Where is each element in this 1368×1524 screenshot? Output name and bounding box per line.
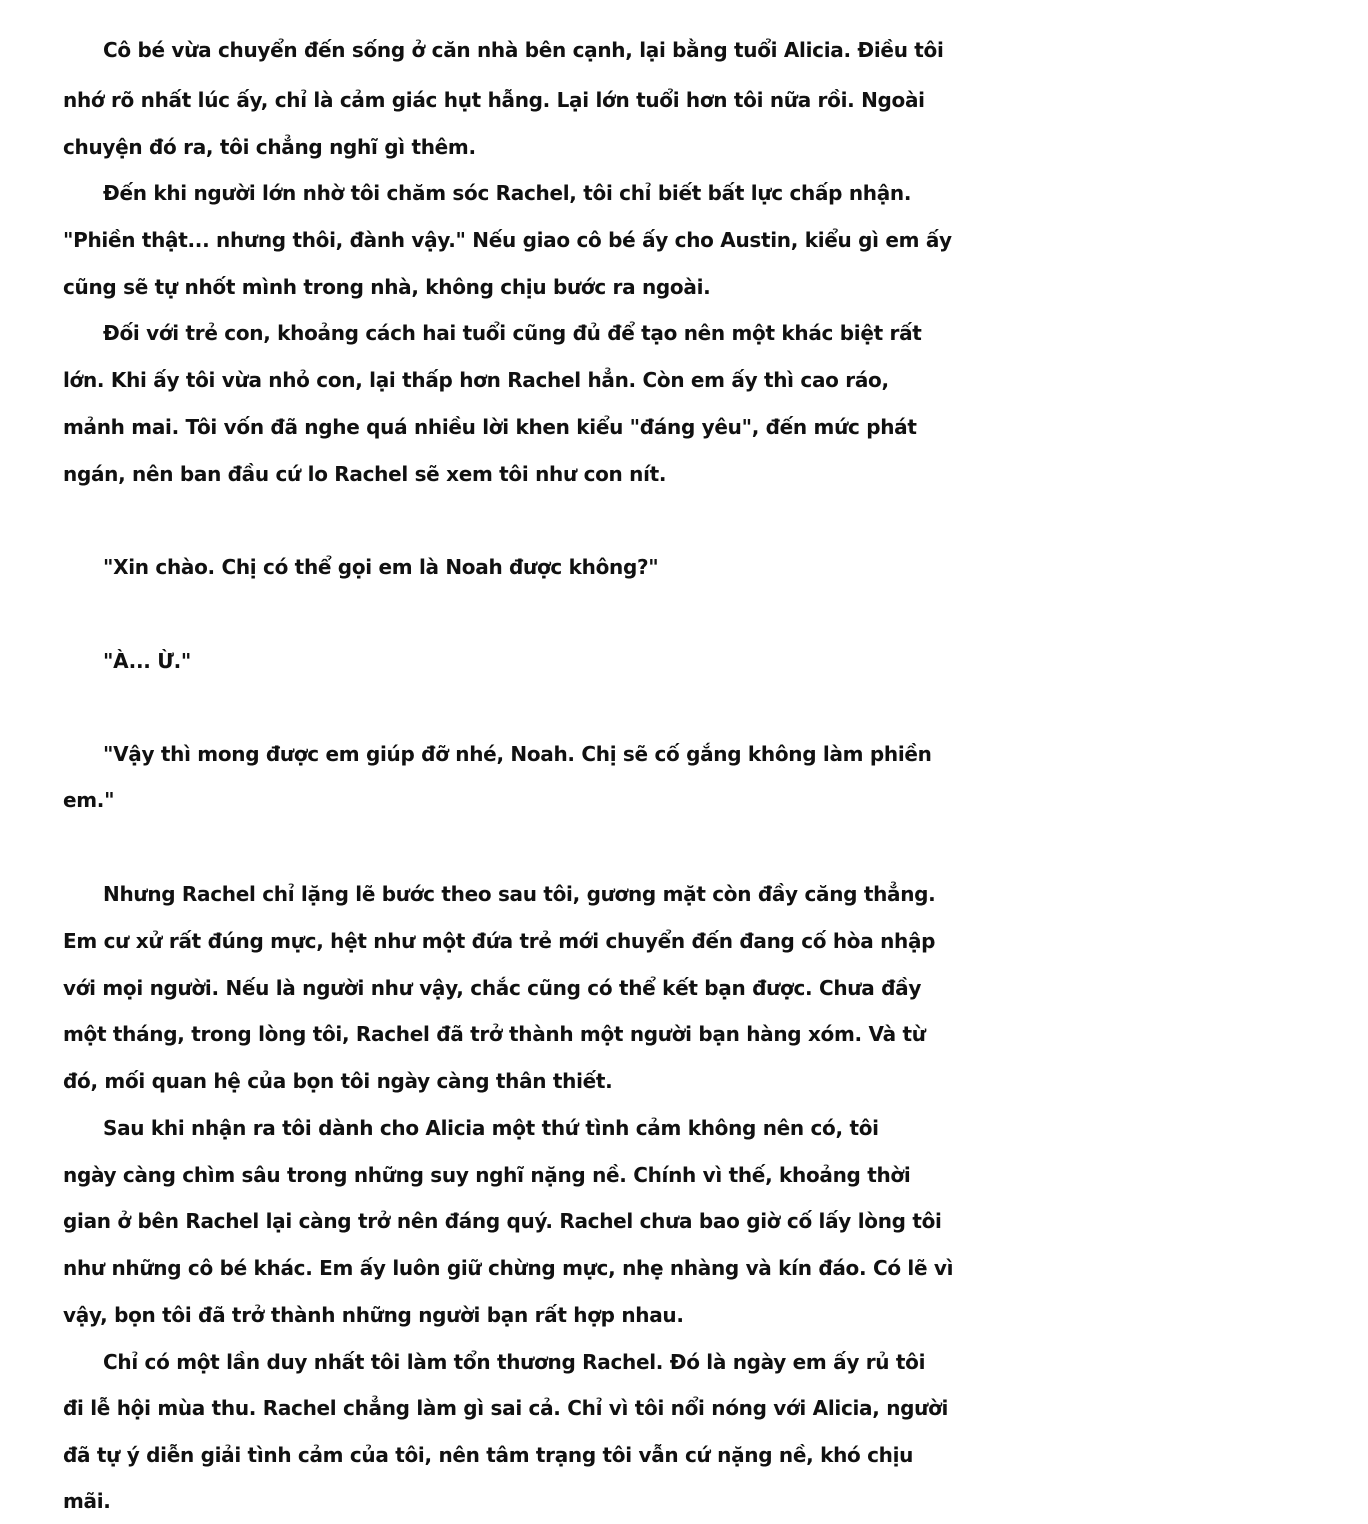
text-line: mãi. bbox=[63, 1489, 111, 1513]
text-line: Đối với trẻ con, khoảng cách hai tuổi cũng đủ để tạo nên một khác biệt rất bbox=[103, 321, 922, 345]
text-line: Chỉ có một lần duy nhất tôi làm tổn thương Rachel. Đó là ngày em ấy rủ tôi bbox=[103, 1350, 926, 1374]
text-line: đi lễ hội mùa thu. Rachel chẳng làm gì sai cả. Chỉ vì tôi nổi nóng với Alicia, người bbox=[63, 1396, 949, 1420]
text-line: mảnh mai. Tôi vốn đã nghe quá nhiều lời khen kiểu "đáng yêu", đến mức phát bbox=[63, 415, 917, 439]
text-line: Đến khi người lớn nhờ tôi chăm sóc Rachel, tôi chỉ biết bất lực chấp nhận. bbox=[103, 181, 912, 205]
text-line: một tháng, trong lòng tôi, Rachel đã trở thành một người bạn hàng xóm. Và từ bbox=[63, 1022, 926, 1046]
text-line: nhớ rõ nhất lúc ấy, chỉ là cảm giác hụt hẫng. Lại lớn tuổi hơn tôi nữa rồi. Ngoài bbox=[63, 88, 925, 112]
text-line: gian ở bên Rachel lại càng trở nên đáng quý. Rachel chưa bao giờ cố lấy lòng tôi bbox=[63, 1209, 942, 1233]
text-line: vậy, bọn tôi đã trở thành những người bạn rất hợp nhau. bbox=[63, 1303, 684, 1327]
text-line: với mọi người. Nếu là người như vậy, chắc cũng có thể kết bạn được. Chưa đầy bbox=[63, 976, 922, 1000]
text-line: chuyện đó ra, tôi chẳng nghĩ gì thêm. bbox=[63, 135, 476, 159]
dialogue-line: "Xin chào. Chị có thể gọi em là Noah được không?" bbox=[103, 555, 659, 579]
text-line: lớn. Khi ấy tôi vừa nhỏ con, lại thấp hơn Rachel hẳn. Còn em ấy thì cao ráo, bbox=[63, 368, 889, 392]
text-line: đã tự ý diễn giải tình cảm của tôi, nên tâm trạng tôi vẫn cứ nặng nề, khó chịu bbox=[63, 1443, 914, 1467]
dialogue-line: "Vậy thì mong được em giúp đỡ nhé, Noah. Chị sẽ cố gắng không làm phiền bbox=[103, 742, 932, 766]
text-line: ngày càng chìm sâu trong những suy nghĩ nặng nề. Chính vì thế, khoảng thời bbox=[63, 1163, 911, 1187]
text-line: "Phiền thật... nhưng thôi, đành vậy." Nếu giao cô bé ấy cho Austin, kiểu gì em ấy bbox=[63, 228, 952, 252]
text-line: Cô bé vừa chuyển đến sống ở căn nhà bên cạnh, lại bằng tuổi Alicia. Điều tôi bbox=[103, 38, 944, 62]
text-line: cũng sẽ tự nhốt mình trong nhà, không chịu bước ra ngoài. bbox=[63, 275, 711, 299]
text-line: Sau khi nhận ra tôi dành cho Alicia một thứ tình cảm không nên có, tôi bbox=[103, 1116, 879, 1140]
text-line: Nhưng Rachel chỉ lặng lẽ bước theo sau tôi, gương mặt còn đầy căng thẳng. bbox=[103, 882, 936, 906]
dialogue-line: "À... Ừ." bbox=[103, 649, 192, 673]
dialogue-line: em." bbox=[63, 788, 115, 812]
text-line: đó, mối quan hệ của bọn tôi ngày càng thân thiết. bbox=[63, 1069, 613, 1093]
text-line: như những cô bé khác. Em ấy luôn giữ chừng mực, nhẹ nhàng và kín đáo. Có lẽ vì bbox=[63, 1256, 954, 1280]
text-line: Em cư xử rất đúng mực, hệt như một đứa trẻ mới chuyển đến đang cố hòa nhập bbox=[63, 929, 936, 953]
text-line: ngán, nên ban đầu cứ lo Rachel sẽ xem tôi như con nít. bbox=[63, 462, 667, 486]
